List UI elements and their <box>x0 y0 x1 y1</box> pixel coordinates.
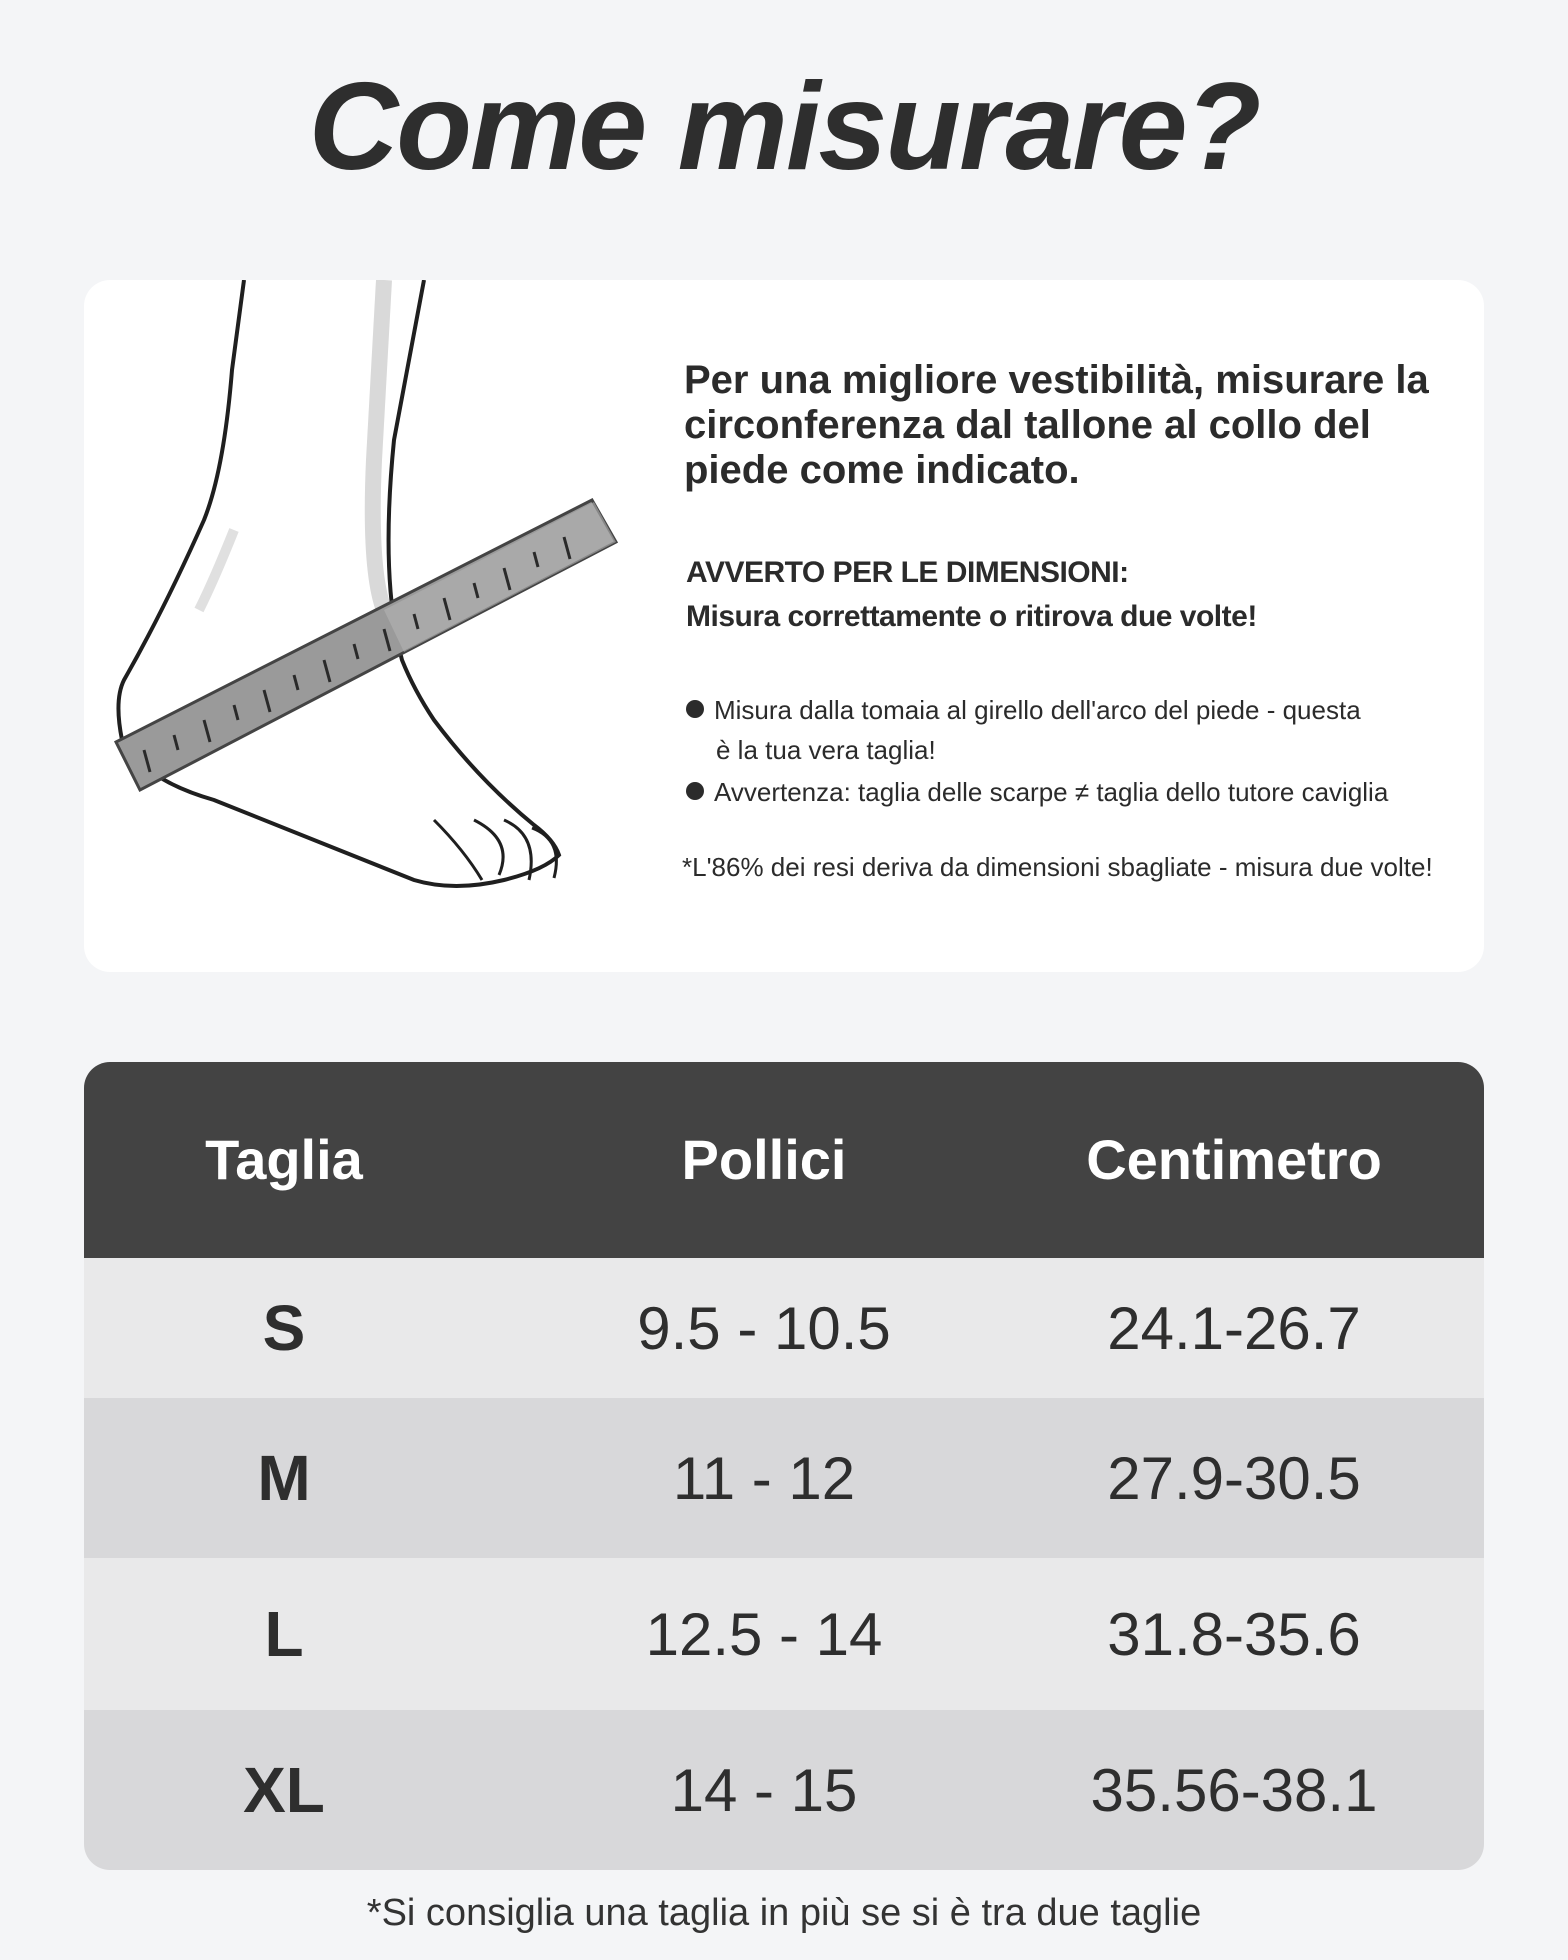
bullet-dot-icon <box>686 782 704 800</box>
header-size: Taglia <box>205 1128 363 1191</box>
size-cell: L <box>264 1598 304 1670</box>
cm-cell: 35.56-38.1 <box>1090 1756 1378 1824</box>
warning-title: AVVERTO PER LE DIMENSIONI: <box>686 556 1129 589</box>
page-title: Come misurare? <box>308 58 1260 196</box>
measure-info-card <box>84 280 1484 972</box>
table-row <box>84 1710 1484 1870</box>
table-row <box>84 1258 1484 1398</box>
measure-instructions: Per una migliore vestibilità, misurare la circonferenza dal tallone al collo del piede come indicato. <box>684 358 1429 492</box>
header-centimeters: Centimetro <box>1086 1128 1382 1191</box>
bullet-shoe-size-warning <box>686 772 1466 812</box>
size-recommendation-note: *Si consiglia una taglia in più se si è tra due taglie <box>366 1892 1202 1934</box>
table-row <box>84 1558 1484 1710</box>
size-cell: XL <box>243 1754 325 1826</box>
header-inches: Pollici <box>681 1128 847 1191</box>
cm-cell: 24.1-26.7 <box>1107 1294 1361 1362</box>
table-header-row <box>84 1062 1484 1258</box>
inches-cell: 11 - 12 <box>672 1444 856 1512</box>
size-cell: S <box>262 1292 306 1364</box>
size-chart-table <box>84 1062 1484 1870</box>
bullet-dot-icon <box>686 700 704 718</box>
bullet-measure-tip <box>686 690 1466 770</box>
size-cell: M <box>257 1442 311 1514</box>
returns-footnote: *L'86% dei resi deriva da dimensioni sbagliate - misura due volte! <box>682 852 1433 882</box>
foot-measurement-illustration <box>84 280 704 972</box>
cm-cell: 31.8-35.6 <box>1107 1600 1361 1668</box>
bullet-text-line2: è la tua vera taglia! <box>716 735 936 765</box>
warning-subtitle: Misura correttamente o ritirova due volte! <box>686 600 1257 633</box>
cm-cell: 27.9-30.5 <box>1107 1444 1361 1512</box>
table-row <box>84 1398 1484 1558</box>
bullet-text: Avvertenza: taglia delle scarpe ≠ taglia dello tutore caviglia <box>714 777 1389 807</box>
inches-cell: 14 - 15 <box>670 1756 858 1824</box>
inches-cell: 12.5 - 14 <box>645 1600 883 1668</box>
inches-cell: 9.5 - 10.5 <box>637 1294 891 1362</box>
bullet-text-line1: Misura dalla tomaia al girello dell'arco del piede - questa <box>714 695 1361 725</box>
